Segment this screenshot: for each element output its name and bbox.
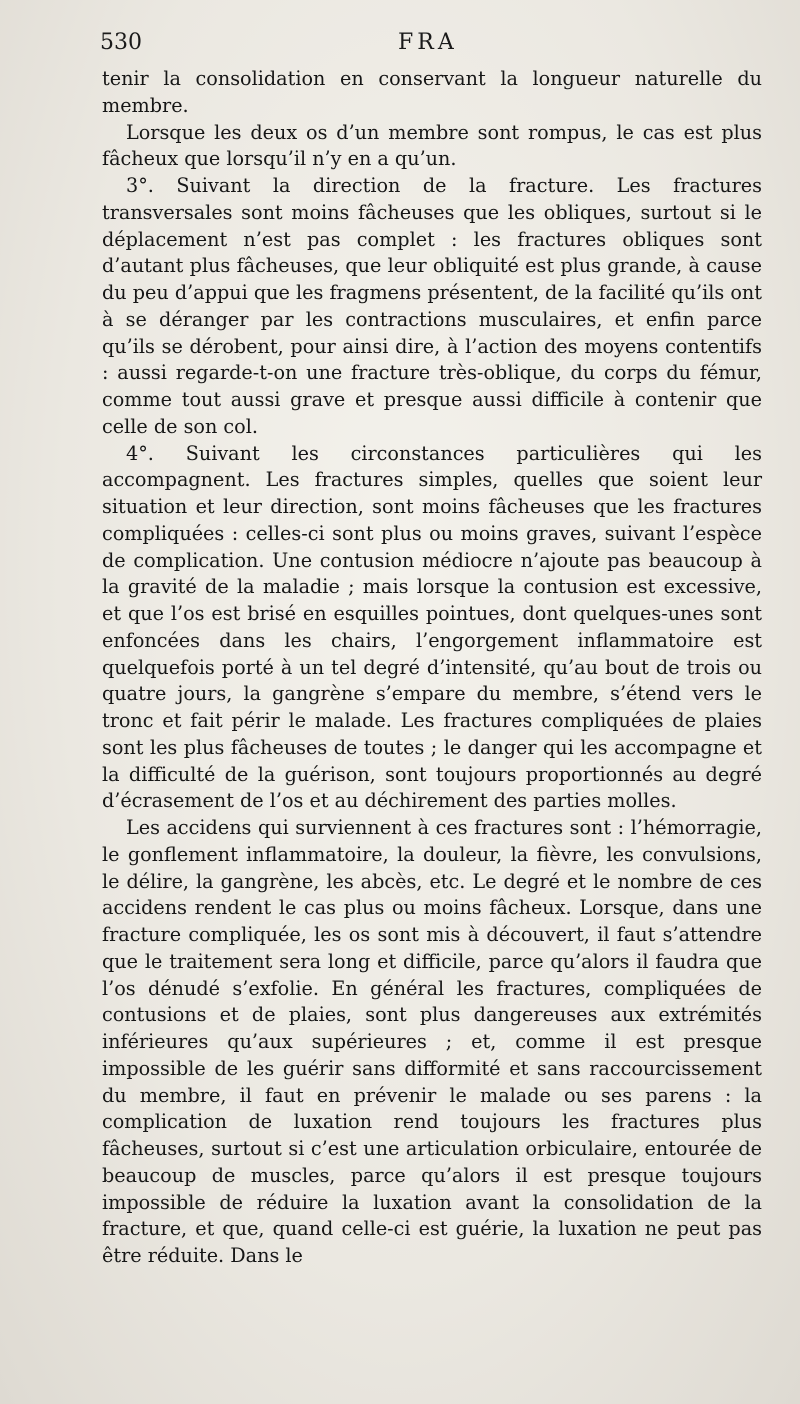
paragraph-direction: 3°. Suivant la direction de la fracture. Les fractures transversales sont moins fâcheuses que les obliques, surtout si le déplacement n’est pas complet : les fractures obliques sont d’autant plus fâcheuses, que leur obliquité est plus grande, à cause du peu d’appui que les fragmens présentent, de la facilité qu’ils ont à se déranger par les contractions musculaires, et enfin parce qu’ils se dérobent, pour ainsi dire, à l’action des moyens contentifs : aussi regarde-t-on une fracture très-oblique, du corps du fémur, comme tout aussi grave et presque aussi difficile à contenir que celle de son col.: [102, 174, 762, 438]
page-header: [100, 30, 760, 60]
paragraph-accidents: Les accidens qui surviennent à ces fractures sont : l’hémorragie, le gonflement inflammatoire, la douleur, la fièvre, les convulsions, le délire, la gangrène, les abcès, etc. Le degré et le nombre de ces accidens rendent le cas plus ou moins fâcheux. Lorsque, dans une fracture compliquée, les os sont mis à découvert, il faut s’attendre que le traitement sera long et difficile, parce qu’alors il faudra que l’os dénudé s’exfolie. En général les fractures, compliquées de contusions et de plaies, sont plus dangereuses aux extrémités inférieures qu’aux supérieures ; et, comme il est presque impossible de les guérir sans difformité et sans raccourcissement du membre, il faut en prévenir le malade ou ses parens : la complication de luxation rend toujours les fractures plus fâcheuses, surtout si c’est une articulation orbiculaire, entourée de beaucoup de muscles, parce qu’alors il est presque toujours impossible de réduire la luxation avant la consolidation de la fracture, et que, quand celle-ci est guérie, la luxation ne peut pas être réduite. Dans le: [102, 816, 762, 1267]
paragraph-continuation: tenir la consolidation en conservant la longueur naturelle du membre.: [102, 67, 762, 117]
body-text: [102, 66, 762, 1270]
paragraph-circumstances: 4°. Suivant les circonstances particulières qui les accompagnent. Les fractures simples, quelles que soient leur situation et leur direction, sont moins fâcheuses que les fractures compliquées : celles-ci sont plus ou moins graves, suivant l’espèce de complication. Une contusion médiocre n’ajoute pas beaucoup à la gravité de la maladie ; mais lorsque la contusion est excessive, et que l’os est brisé en esquilles pointues, dont quelques-unes sont enfoncées dans les chairs, l’engorgement inflammatoire est quelquefois porté à un tel degré d’intensité, qu’au bout de trois ou quatre jours, la gangrène s’empare du membre, s’étend vers le tronc et fait périr le malade. Les fractures compliquées de plaies sont les plus fâcheuses de toutes ; le danger qui les accompagne et la difficulté de la guérison, sont toujours proportionnés au degré d’écrasement de l’os et au déchirement des parties molles.: [102, 441, 762, 813]
page-number: 530: [100, 30, 142, 55]
running-head: FRA: [398, 30, 458, 55]
paragraph-two-bones: Lorsque les deux os d’un membre sont rompus, le cas est plus fâcheux que lorsqu’il n’y en a qu’un.: [102, 120, 762, 171]
